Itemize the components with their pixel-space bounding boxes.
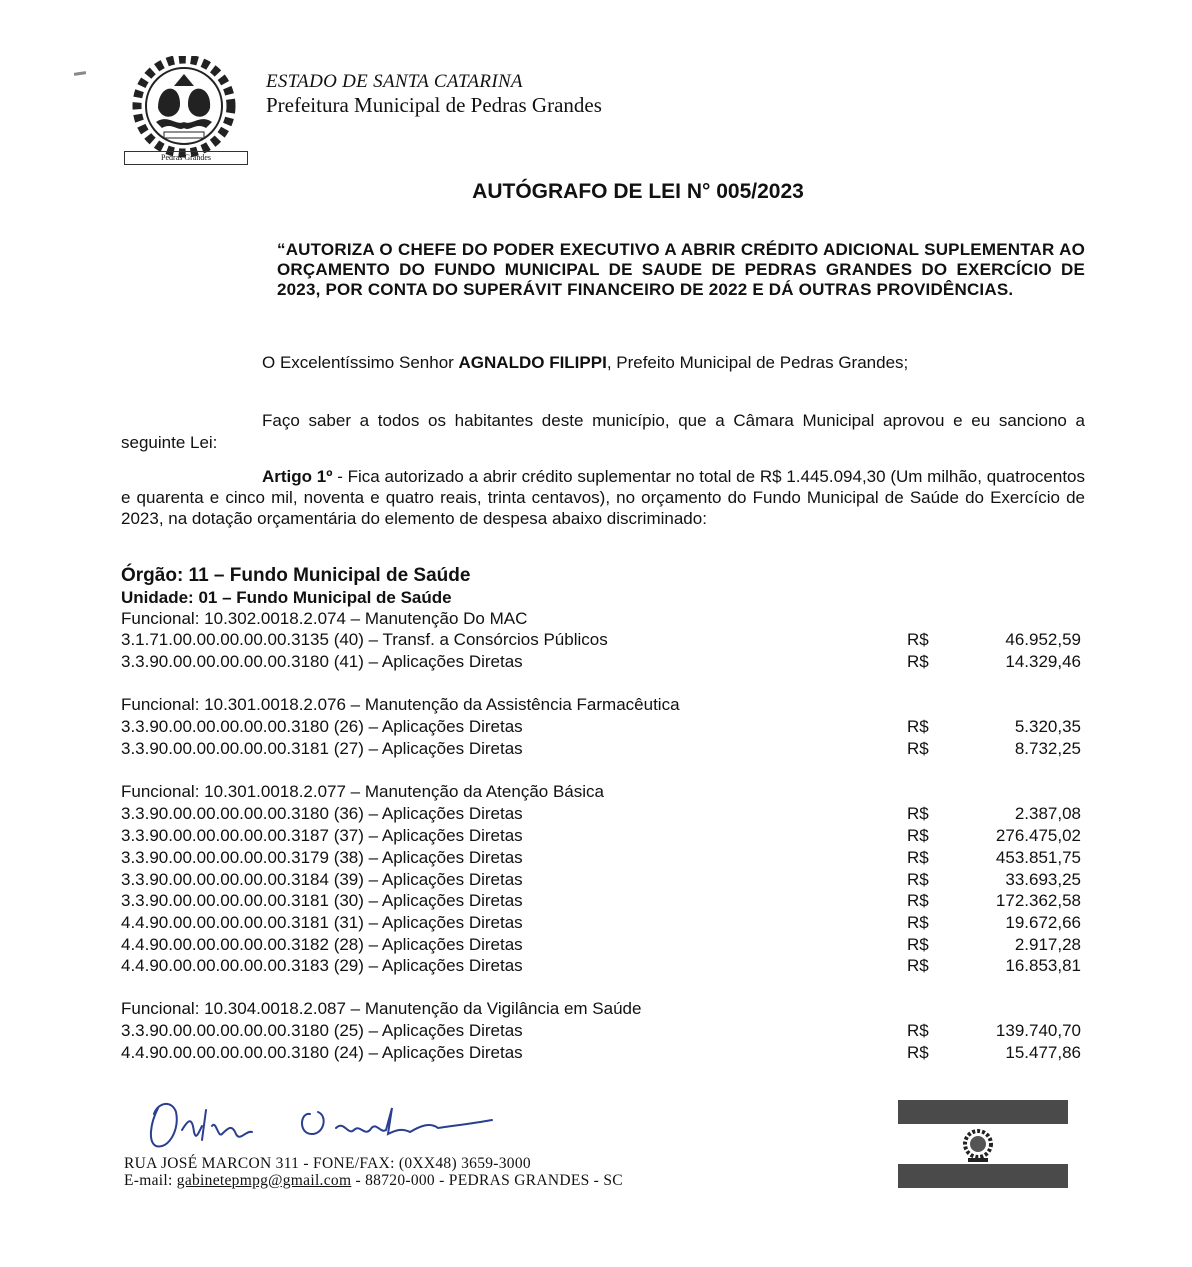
table-row <box>121 955 1081 977</box>
small-crest-icon <box>958 1128 998 1164</box>
row-value: 5.320,35 <box>1014 717 1081 736</box>
row-value: 8.732,25 <box>1014 739 1081 758</box>
row-currency: R$ <box>907 1043 929 1062</box>
row-value: 16.853,81 <box>1005 956 1081 975</box>
row-value: 172.362,58 <box>995 891 1081 910</box>
row-value: 19.672,66 <box>1005 913 1081 932</box>
row-desc: 3.3.90.00.00.00.00.00.3180 (36) – Aplicações Diretas <box>121 804 523 823</box>
row-currency: R$ <box>907 739 929 758</box>
row-currency: R$ <box>907 630 929 649</box>
unidade-heading: Unidade: 01 – Fundo Municipal de Saúde <box>121 588 452 607</box>
row-value: 139.740,70 <box>995 1021 1081 1040</box>
row-desc: 4.4.90.00.00.00.00.00.3181 (31) – Aplicações Diretas <box>121 913 523 932</box>
row-value: 46.952,59 <box>1005 630 1081 649</box>
row-currency: R$ <box>907 913 929 932</box>
table-row <box>121 1020 1081 1042</box>
row-desc: 3.3.90.00.00.00.00.00.3179 (38) – Aplicações Diretas <box>121 848 523 867</box>
orgao-heading: Órgão: 11 – Fundo Municipal de Saúde <box>121 565 471 586</box>
funcional-heading: Funcional: 10.304.0018.2.087 – Manutenção da Vigilância em Saúde <box>121 999 642 1018</box>
row-currency: R$ <box>907 652 929 671</box>
footer-postal: - 88720-000 - PEDRAS GRANDES - SC <box>351 1172 623 1189</box>
row-currency: R$ <box>907 935 929 954</box>
article-paragraph <box>121 466 1085 529</box>
intro-pre: O Excelentíssimo Senhor <box>262 353 459 372</box>
row-desc: 4.4.90.00.00.00.00.00.3183 (29) – Aplicações Diretas <box>121 956 523 975</box>
row-desc: 3.1.71.00.00.00.00.00.3135 (40) – Transf. a Consórcios Públicos <box>121 630 608 649</box>
row-currency: R$ <box>907 891 929 910</box>
row-desc: 4.4.90.00.00.00.00.00.3182 (28) – Aplicações Diretas <box>121 935 523 954</box>
row-currency: R$ <box>907 717 929 736</box>
state-name: ESTADO DE SANTA CATARINA <box>266 71 523 92</box>
table-row <box>121 651 1081 673</box>
law-summary: “AUTORIZA O CHEFE DO PODER EXECUTIVO A ABRIR CRÉDITO ADICIONAL SUPLEMENTAR AO ORÇAMENTO DO FUNDO MUNICIPAL DE SAUDE DE PEDRAS GRANDES DO EXERCÍCIO DE 2023, POR CONTA DO SUPERÁVIT FINANCEIRO DE 2022 E DÁ OUTRAS PROVIDÊNCIAS. <box>277 240 1085 299</box>
footer-address: RUA JOSÉ MARCON 311 - FONE/FAX: (0XX48) 3659-3000 <box>124 1155 531 1172</box>
footer-bar-top <box>898 1100 1068 1124</box>
row-desc: 3.3.90.00.00.00.00.00.3184 (39) – Aplicações Diretas <box>121 870 523 889</box>
mayor-name: AGNALDO FILIPPI <box>458 353 607 372</box>
municipal-crest-logo <box>118 56 250 166</box>
row-desc: 3.3.90.00.00.00.00.00.3180 (41) – Aplicações Diretas <box>121 652 523 671</box>
handwritten-signature <box>140 1090 520 1160</box>
table-row <box>121 912 1081 934</box>
row-desc: 3.3.90.00.00.00.00.00.3180 (26) – Aplicações Diretas <box>121 717 523 736</box>
footer-contact <box>124 1172 623 1190</box>
row-desc: 3.3.90.00.00.00.00.00.3181 (30) – Aplicações Diretas <box>121 891 523 910</box>
table-row <box>121 869 1081 891</box>
row-value: 14.329,46 <box>1005 652 1081 671</box>
row-value: 33.693,25 <box>1005 870 1081 889</box>
email-link[interactable]: gabinetepmpg@gmail.com <box>176 1172 352 1189</box>
scan-artifact <box>74 71 86 76</box>
table-row <box>121 890 1081 912</box>
crest-label: Pedras Grandes <box>124 151 248 165</box>
row-desc: 3.3.90.00.00.00.00.00.3181 (27) – Aplicações Diretas <box>121 739 523 758</box>
row-currency: R$ <box>907 1021 929 1040</box>
row-desc: 4.4.90.00.00.00.00.00.3180 (24) – Aplicações Diretas <box>121 1043 523 1062</box>
row-desc: 3.3.90.00.00.00.00.00.3187 (37) – Aplicações Diretas <box>121 826 523 845</box>
funcional-heading: Funcional: 10.301.0018.2.076 – Manutenção da Assistência Farmacêutica <box>121 695 680 714</box>
table-row <box>121 847 1081 869</box>
table-row <box>121 825 1081 847</box>
row-value: 15.477,86 <box>1005 1043 1081 1062</box>
footer-bar-bottom <box>898 1164 1068 1188</box>
row-currency: R$ <box>907 956 929 975</box>
row-value: 2.917,28 <box>1014 935 1081 954</box>
table-row <box>121 1042 1081 1064</box>
funcional-heading: Funcional: 10.302.0018.2.074 – Manutenção Do MAC <box>121 609 528 628</box>
row-currency: R$ <box>907 826 929 845</box>
table-row <box>121 934 1081 956</box>
row-currency: R$ <box>907 804 929 823</box>
row-currency: R$ <box>907 870 929 889</box>
sanction-paragraph: Faço saber a todos os habitantes deste município, que a Câmara Municipal aprovou e eu sanciono a seguinte Lei: <box>121 411 1085 452</box>
row-currency: R$ <box>907 848 929 867</box>
table-row <box>121 738 1081 760</box>
table-row <box>121 803 1081 825</box>
funcional-heading: Funcional: 10.301.0018.2.077 – Manutenção da Atenção Básica <box>121 782 604 801</box>
page-title: AUTÓGRAFO DE LEI N° 005/2023 <box>472 180 804 203</box>
table-row <box>121 629 1081 651</box>
row-desc: 3.3.90.00.00.00.00.00.3180 (25) – Aplicações Diretas <box>121 1021 523 1040</box>
article-label: Artigo 1º <box>262 467 333 486</box>
intro-paragraph <box>121 352 1085 374</box>
row-value: 276.475,02 <box>995 826 1081 845</box>
email-label: E-mail: <box>124 1172 177 1189</box>
prefeitura-name: Prefeitura Municipal de Pedras Grandes <box>266 93 602 117</box>
article-text: - Fica autorizado a abrir crédito suplementar no total de R$ 1.445.094,30 (Um milhão, quatrocentos e quarenta e cinco mil, noventa e quatro reais, trinta centavos), no orçamento do Fundo Municipal de Saúde do Exercício de 2023, na dotação orçamentária do elemento de despesa abaixo discriminado: <box>121 467 1086 528</box>
row-value: 453.851,75 <box>995 848 1081 867</box>
intro-post: , Prefeito Municipal de Pedras Grandes; <box>606 353 909 372</box>
table-row <box>121 716 1081 738</box>
row-value: 2.387,08 <box>1014 804 1081 823</box>
